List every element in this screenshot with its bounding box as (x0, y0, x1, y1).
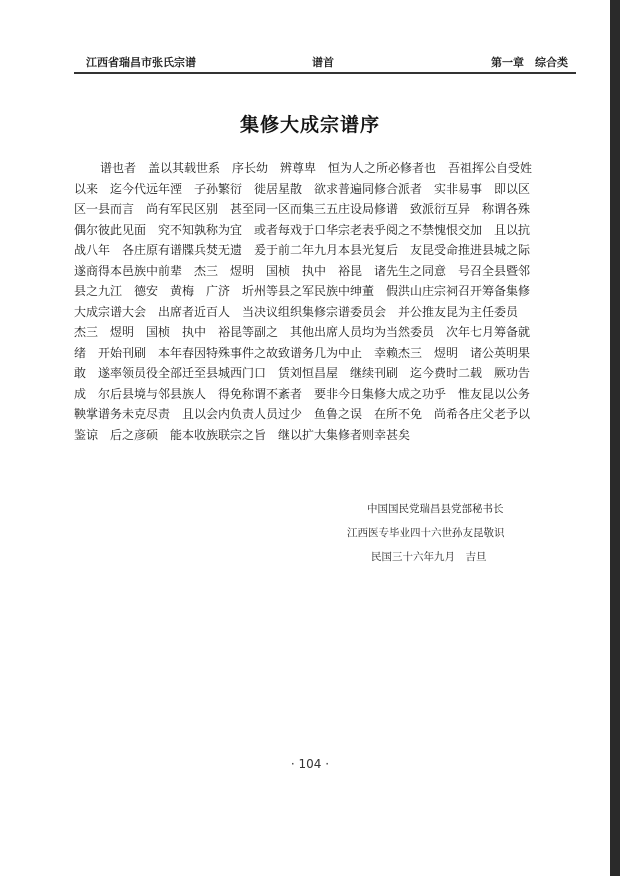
body-line: 战八年 各庄原有谱牒兵焚无遗 爰于前二年九月本县光复后 友昆受命推进县城之际 (74, 243, 531, 257)
body-line: 县之九江 德安 黄梅 广济 圻州等县之军民族中绅董 假洪山庄宗祠召开筹备集修 (74, 284, 531, 298)
body-line: 绪 开始刊刷 本年春因特殊事件之故致谱务几为中止 幸赖杰三 煜明 诸公英明果 (74, 345, 531, 360)
body-line: 杰三 煜明 国桢 执中 裕昆等副之 其他出席人员均为当然委员 次年七月筹备就 (74, 325, 531, 339)
signature-author: 江西医专毕业四十六世孙友昆敬识 (347, 527, 505, 539)
body-line: 区一县而言 尚有军民区别 甚至同一区而集三五庄设局修谱 致派衍互异 称谓各殊 (74, 202, 531, 216)
page-number: · 104 · (290, 757, 330, 771)
body-line: 敢 遂率领员役全部迁至县城西门口 赁刘恒昌屋 继续刊刷 迄今费时二载 厥功告 (74, 366, 531, 380)
running-header (74, 54, 574, 70)
body-line: 偶尔彼此见面 究不知孰称为宜 或者每戏于口华宗老表乎阅之不禁愧恨交加 且以抗 (74, 222, 531, 237)
preface-body (74, 158, 576, 445)
body-line: 鞅掌谱务未克尽责 且以会内负责人员过少 鱼鲁之误 在所不免 尚希各庄父老予以 (74, 407, 531, 421)
page-title: 集修大成宗谱序 (239, 114, 380, 136)
signature-title: 中国国民党瑞昌县党部秘书长 (367, 503, 504, 515)
body-line: 大成宗谱大会 出席者近百人 当决议组织集修宗谱委员会 并公推友昆为主任委员 (74, 304, 519, 319)
signature-block (340, 497, 505, 569)
header-rule (74, 72, 576, 74)
body-line: 遂商得本邑族中前辈 杰三 煜明 国桢 执中 裕昆 诸先生之同意 号召全县暨邻 (74, 263, 531, 278)
body-line: 以来 迄今代远年湮 子孙繁衍 徙居星散 欲求普遍同修合派者 实非易事 即以区 (74, 181, 531, 196)
body-line: 成 尔后县境与邻县族人 得免称谓不紊者 要非今日集修大成之功乎 惟友昆以公务 (74, 386, 531, 401)
header-book-title: 江西省瑞昌市张氏宗谱 (86, 56, 196, 69)
signature-date: 民国三十六年九月 吉旦 (371, 551, 487, 563)
header-section: 谱首 (312, 56, 334, 69)
header-chapter: 第一章 综合类 (491, 56, 568, 69)
body-line: 谱也者 盖以其载世系 序长幼 辨尊卑 恒为人之所必修者也 吾祖挥公自受姓 (100, 161, 533, 175)
body-line: 鉴谅 后之彦硕 能本收族联宗之旨 继以扩大集修者则幸甚矣 (74, 427, 411, 442)
